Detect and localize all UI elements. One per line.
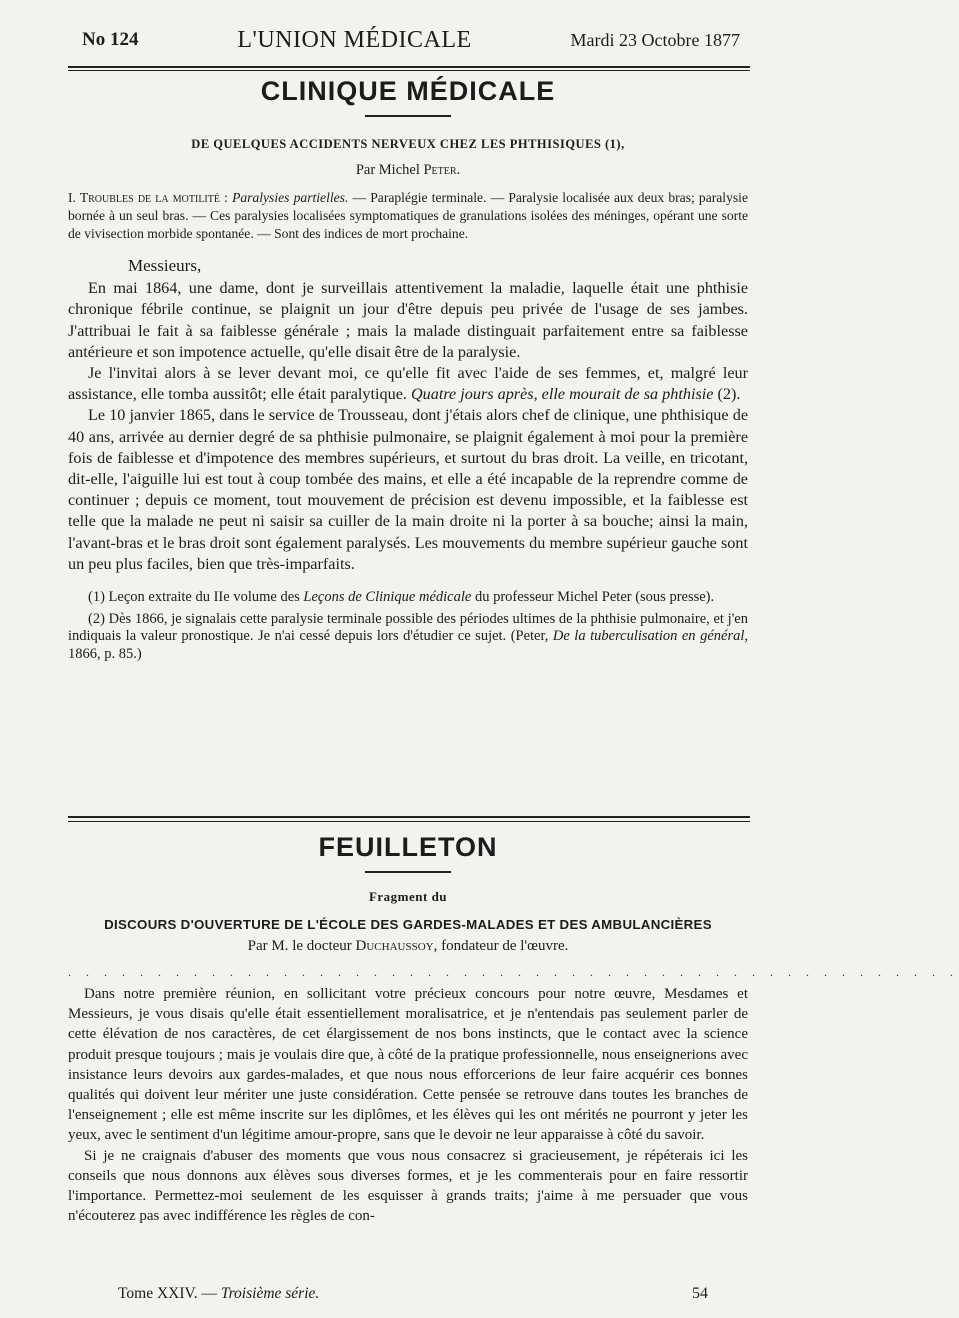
article-author (68, 162, 748, 179)
salutation: Messieurs, (128, 256, 202, 275)
footnote2-italic: De la tuberculisation en général, (552, 628, 748, 645)
feuilleton-heading: FEUILLETON (318, 832, 498, 862)
masthead-rule (68, 66, 750, 68)
p2-italic: Quatre jours après, elle mourait de sa phthisie (410, 385, 714, 404)
article-subtitle: DE QUELQUES ACCIDENTS NERVEUX CHEZ LES PHTHISIQUES (1), (191, 137, 625, 151)
volume-label: Tome XXIV. — (118, 1285, 217, 1302)
feuilleton-author-name: Duchaussoy, (355, 938, 438, 954)
feuilleton-author (68, 938, 748, 955)
footnote2-end: 1866, p. 85.) (68, 645, 142, 662)
feuilleton-paragraph: Si je ne craignais d'abuser des moments que vous nous consacrez si gracieusement, je répéterais ici les conseils que nous donnons aux élèves sous diverses formes, et je les commenterais pour en faire ressortir l'importance. Permettez-moi seulement de les esquisser à grands traits; j'aime à me persuader que vous n'écouterez pas avec indifférence les règles de con- (68, 1147, 748, 1225)
summary-rest: — Paraplégie terminale. — Paralysie localisée aux deux bras; paralysie bornée à un seul bras. — Ces paralysies localisées symptomatiques de granulations isolées des méninges, opérant une sorte de vivisection morbide spontanée. — Sont des indices de mort prochaine. (68, 190, 748, 241)
feuilleton-heading-rule (365, 871, 451, 873)
discours-title: DISCOURS D'OUVERTURE DE L'ÉCOLE DES GARDES-MALADES ET DES AMBULANCIÈRES (104, 917, 712, 932)
summary-lead: I. Troubles de la motilité : (68, 190, 228, 205)
page-number: 54 (692, 1285, 708, 1302)
body-paragraph: En mai 1864, une dame, dont je surveillais attentivement la maladie, laquelle était une phthisie chronique fébrile continue, se plaignit un jour d'être depuis peu privée de l'usage de ses jambes. J'attribuai le fait à sa faiblesse générale ; mais la malade distinguait parfaitement entre sa faiblesse antérieure et son impotence actuelle, qu'elle disait être de la paralysie. (68, 279, 748, 361)
series-label: Troisième série. (220, 1285, 320, 1302)
author-name: Peter. (423, 162, 461, 178)
feuilleton-body (68, 984, 748, 1226)
footnote1-italic: Leçons de Clinique médicale (303, 589, 472, 606)
footnotes (68, 589, 748, 663)
footnote2-start: (2) Dès 1866, je signalais cette paralysie terminale possible des périodes ultimes de la phthisie pulmonaire, et j'en indiquais la valeur pronostique. Je n'ai cessé depuis lors d'étudier ce sujet. (Peter, (68, 610, 748, 645)
feuilleton-author-prefix: Par M. le docteur (247, 938, 352, 954)
clinique-section (68, 76, 748, 667)
feuilleton-paragraph: Dans notre première réunion, en sollicitant votre précieux concours pour notre œuvre, Mesdames et Messieurs, je vous disais qu'elle était essentiellement moralisatrice, et je n'entendais pas seulement parler de cette élévation de nos caractères, de cet élargissement de nos bons instincts, que le contact avec la science produit presque toujours ; mais je voulais dire que, à côté de la pratique professionnelle, nous enseignerions avec insistance leurs devoirs aux gardes-malades, et que nous nous efforcerions de leur faire acquérir ces bonnes qualités qui doivent leur mériter une juste considération. Cette pensée se retrouve dans toutes les branches de l'enseignement ; elle est même inscrite sur les diplômes, et les élèves qui les ont mérités ne pourront y jeter les yeux, avec le sentiment d'un légitime amour-propre, sans que le devoir ne leur apparaisse à côté du savoir. (68, 986, 748, 1144)
section-divider-thin (68, 821, 750, 822)
p2-end: (2). (713, 385, 741, 404)
footnote1-start: (1) Leçon extraite du IIe volume des (88, 589, 300, 606)
body-paragraph: Le 10 janvier 1865, dans le service de Trousseau, dont j'étais alors chef de clinique, une phthisique de 40 ans, arrivée au dernier degré de sa phthisie pulmonaire, se plaignit également à moi pour la première fois de faiblesse et d'impotence des membres supérieurs, et surtout du bras droit. La veille, en tricotant, dit-elle, l'aiguille lui est tout à coup tombée des mains, et elle a été incapable de la reprendre comme de continuer ; depuis ce moment, tout mouvement de précision est devenu impossible, et la faiblesse est telle que la malade ne peut ni saisir sa cuiller de la main droite ni la porter à sa bouche; ainsi la main, l'avant-bras et le bras droit sont également paralysés. Les mouvements du membre supérieur gauche sont un peu plus faciles, bien que très-imparfaits. (68, 406, 748, 573)
footnote1-end: du professeur Michel Peter (sous presse). (471, 589, 715, 606)
section-heading: CLINIQUE MÉDICALE (260, 76, 556, 106)
body-paragraph (68, 363, 748, 405)
page-footer (118, 1285, 708, 1303)
ellipsis-dots: . . . . . . . . . . . . . . . . . . . . . . . . . . . . . . . . . . . . . . . . . . . . . . . . . . (68, 965, 959, 979)
fragment-label: Fragment du (368, 889, 448, 904)
summary-italic: Paralysies partielles. (232, 190, 349, 205)
footnote (68, 611, 748, 664)
masthead-rule-thin (68, 70, 750, 71)
feuilleton-section (68, 832, 959, 1226)
masthead (82, 22, 740, 58)
issue-number: No 124 (82, 29, 139, 50)
article-summary (68, 189, 748, 243)
p2-start: Je l'invitai alors à se lever devant moi, ce qu'elle fit avec l'aide de ses femmes, et, malgré leur assistance, elle tomba aussitôt; elle était paralytique. (68, 364, 748, 404)
journal-title: L'UNION MÉDICALE (237, 26, 472, 53)
section-divider (68, 816, 750, 818)
feuilleton-author-suffix: fondateur de l'œuvre. (437, 938, 569, 954)
heading-rule (365, 115, 451, 117)
footnote (68, 589, 748, 607)
article-body (68, 255, 748, 575)
volume-info (118, 1285, 319, 1303)
author-prefix: Par Michel (355, 162, 420, 178)
issue-date: Mardi 23 Octobre 1877 (570, 29, 740, 50)
